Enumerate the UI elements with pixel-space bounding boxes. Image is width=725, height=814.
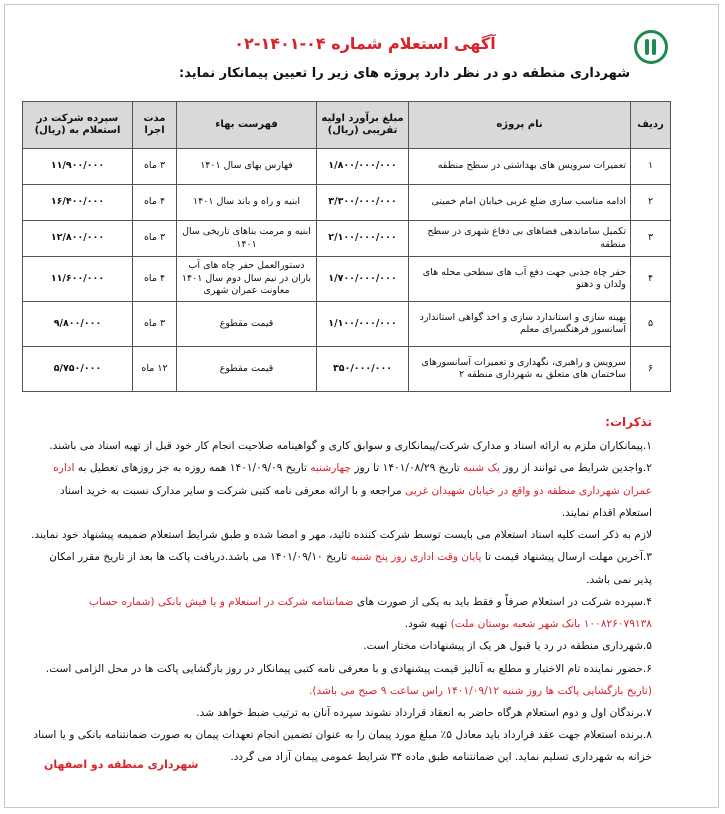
signature: شهرداری منطقه دو اصفهان (44, 758, 199, 771)
cell-estimated-amount: ۳۵۰/۰۰۰/۰۰۰ (317, 347, 409, 392)
note-4 (30, 591, 652, 635)
table-row (23, 185, 671, 221)
cell-project-name: تعمیرات سرویس های بهداشتی در سطح منطقه (409, 149, 631, 185)
cell-project-name: بهینه سازی و استاندارد سازی و اخذ گواهی استاندارد آسانسور فرهنگسرای معلم (409, 302, 631, 347)
notes-section (30, 410, 652, 769)
note-2-office-address: اداره عمران شهرداری منطقه دو واقع در خیابان شهیدان غربی (53, 462, 652, 497)
cell-estimated-amount: ۲/۱۰۰/۰۰۰/۰۰۰ (317, 221, 409, 257)
page-subtitle: شهرداری منطقه دو در نظر دارد پروژه های زیر را تعیین پیمانکار نماید: (179, 66, 630, 81)
cell-duration: ۳ ماه (133, 149, 177, 185)
header-deposit: سپرده شرکت در استعلام به (ریال) (23, 102, 133, 149)
table-row (23, 221, 671, 257)
note-2-text: مراجعه و با ارائه معرفی نامه کتبی شرکت و سایر مدارک نسبت به خرید اسناد استعلام اقدام نمایند. (59, 484, 652, 519)
table-row (23, 302, 671, 347)
cell-estimated-amount: ۱/۱۰۰/۰۰۰/۰۰۰ (317, 302, 409, 347)
cell-row-number: ۶ (631, 347, 671, 392)
cell-project-name: تکمیل ساماندهی فضاهای بی دفاع شهری در سطح منطقه (409, 221, 631, 257)
note-1: ۱.پیمانکاران ملزم به ارائه اسناد و مدارک شرکت/پیمانکاری و سوابق کاری و گواهینامه صلاحیت انجام کار خود قبل از تهیه اسناد می باشند. (49, 440, 652, 453)
cell-estimated-amount: ۱/۷۰۰/۰۰۰/۰۰۰ (317, 257, 409, 302)
cell-row-number: ۱ (631, 149, 671, 185)
note-2-text: تاریخ ۱۴۰۱/۰۸/۲۹ تا روز (351, 462, 464, 475)
table-header-row (23, 102, 671, 149)
cell-deposit: ۹/۸۰۰/۰۰۰ (23, 302, 133, 347)
table-row (23, 347, 671, 392)
cell-row-number: ۴ (631, 257, 671, 302)
cell-estimated-amount: ۱/۸۰۰/۰۰۰/۰۰۰ (317, 149, 409, 185)
note-3 (30, 546, 652, 590)
note-6 (30, 658, 652, 702)
cell-project-name: سرویس و راهبری، نگهداری و تعمیرات آسانسورهای ساختمان های متعلق به شهرداری منطقه ۲ (409, 347, 631, 392)
note-4-text: ۴.سپرده شرکت در استعلام صرفاً و فقط باید به یکی از صورت های (353, 595, 652, 608)
note-2-text: تاریخ ۱۴۰۱/۰۹/۰۹ همه روزه به جز روزهای تعطیل به (74, 462, 311, 475)
cell-duration: ۴ ماه (133, 185, 177, 221)
cell-price-list: دستورالعمل حفر چاه های آب باران در نیم سال دوم سال ۱۴۰۱ معاونت عمران شهری (177, 257, 317, 302)
note-3-text: ۳.آخرین مهلت ارسال پیشنهاد قیمت تا (481, 551, 652, 564)
cell-row-number: ۵ (631, 302, 671, 347)
cell-deposit: ۵/۷۵۰/۰۰۰ (23, 347, 133, 392)
note-2-extra: لازم به ذکر است کلیه اسناد استعلام می بایست توسط شرکت کننده تائید، مهر و امضا شده و طبق شرایط استعلام ضمیمه پیشنهاد خود نمایند. (31, 529, 652, 542)
cell-row-number: ۳ (631, 221, 671, 257)
header-duration: مدت اجرا (133, 102, 177, 149)
cell-duration: ۳ ماه (133, 221, 177, 257)
cell-project-name: ادامه مناسب سازی ضلع غربی خیابان امام خمینی (409, 185, 631, 221)
cell-price-list: ابنیه و راه و باند سال ۱۴۰۱ (177, 185, 317, 221)
cell-price-list: ابنیه و مرمت بناهای تاریخی سال ۱۴۰۱ (177, 221, 317, 257)
cell-deposit: ۱۱/۹۰۰/۰۰۰ (23, 149, 133, 185)
note-3-text: تاریخ ۱۴۰۱/۰۹/۱۰ می باشد.دریافت پاکت ها بعد از تاریخ مقرر امکان پذیر نمی باشد. (49, 551, 652, 586)
cell-duration: ۱۲ ماه (133, 347, 177, 392)
note-2 (30, 457, 652, 524)
table-row (23, 257, 671, 302)
cell-duration: ۴ ماه (133, 257, 177, 302)
header-price-list: فهرست بهاء (177, 102, 317, 149)
notes-heading: تذکرات: (605, 415, 652, 429)
note-4-text: تهیه شود. (404, 618, 451, 631)
note-2-start-day: یک شنبه (463, 462, 500, 475)
note-8: ۸.برنده استعلام جهت عقد قرارداد باید معادل ۵٪ مبلغ مورد پیمان را به عنوان تضمین انجام تعهدات پیمان به صورت ضمانتنامه بانکی و یا اسناد خزانه به شهرداری تسلیم نماید. این ضمانتنامه طبق ماده ۳۴ شرایط عمومی پیمان آزاد می گردد. (33, 729, 652, 764)
cell-price-list: فهارس بهای سال ۱۴۰۱ (177, 149, 317, 185)
projects-table (22, 101, 671, 392)
cell-price-list: قیمت مقطوع (177, 347, 317, 392)
table-row (23, 149, 671, 185)
header-estimated-amount: مبلغ برآورد اولیه تقریبی (ریال) (317, 102, 409, 149)
header-row-number: ردیف (631, 102, 671, 149)
cell-deposit: ۱۶/۴۰۰/۰۰۰ (23, 185, 133, 221)
note-7: ۷.برندگان اول و دوم استعلام هرگاه حاضر به انعقاد قرارداد نشوند سپرده آنان به ترتیب ضبط خواهد شد. (196, 707, 652, 719)
cell-duration: ۳ ماه (133, 302, 177, 347)
note-6-text: ۶.حضور نماینده تام الاختیار و مطلع به آنالیز قیمت پیشنهادی و با معرفی نامه کتبی پیمانکار در روز بازگشایی پاکت ها در محل الزامی است. (45, 662, 652, 675)
cell-row-number: ۲ (631, 185, 671, 221)
note-6-opening-date: (تاریخ بازگشایی پاکت ها روز شنبه ۱۴۰۱/۰۹/۱۲ راس ساعت ۹ صبح می باشد). (308, 684, 652, 697)
cell-price-list: قیمت مقطوع (177, 302, 317, 347)
note-2-end-day: چهارشنبه (310, 462, 351, 475)
cell-project-name: حفر چاه جذبی جهت دفع آب های سطحی محله های ولدان و دهنو (409, 257, 631, 302)
municipality-logo-icon (634, 30, 668, 64)
cell-estimated-amount: ۳/۳۰۰/۰۰۰/۰۰۰ (317, 185, 409, 221)
note-3-deadline: پایان وقت اداری روز پنج شنبه (350, 551, 482, 564)
cell-deposit: ۱۲/۸۰۰/۰۰۰ (23, 221, 133, 257)
note-2-text: ۲.واجدین شرایط می توانند از روز (499, 462, 652, 475)
note-4-deposit-account: ضمانتنامه شرکت در استعلام و یا فیش بانکی (شماره حساب ۱۰۰۸۲۶۰۷۹۱۳۸ بانک شهر شعبه بوستان ملت) (88, 595, 652, 631)
header-project-name: نام پروژه (409, 102, 631, 149)
page-title: آگهی استعلام شماره ۰۴-۱۴۰۱-۰۲ (234, 34, 496, 53)
note-5: ۵.شهرداری منطقه در رد یا قبول هر یک از پیشنهادات مختار است. (363, 640, 652, 653)
cell-deposit: ۱۱/۶۰۰/۰۰۰ (23, 257, 133, 302)
